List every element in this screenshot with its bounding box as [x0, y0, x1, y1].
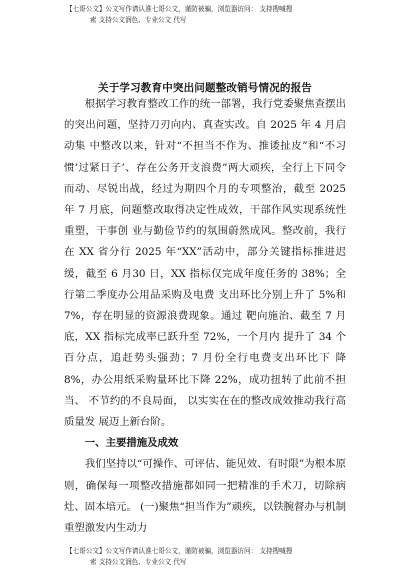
document-body	[64, 94, 346, 539]
paragraph-intro: 根据学习教育整改工作的统一部署，我行党委聚焦查摆出的突出问题，坚持刀刃向内、真查实改。自 2025 年 4 月启动集 中整改以来，针对“不担当不作为、推诿扯皮”和“不习惯’过紧日子’、存在公务开支浪费”两大顽疾，全行上下同令而动、尽锐出战，经过为期四个月的专项整治，截至 2025 年 7 月底，问题整改取得决定性成效，干部作风实现系统性重塑，干事创 业与勤俭节约的氛围蔚然成风。整改前，我行在 XX 省分行 2025 年“XX”活动中，部分关键指标推进迟缓，截至 6 月30 日，XX 指标仅完成年度任务的 38%；全行第二季度办公用品采购及电费 支出环比分别上升了 5%和 7%，存在明显的资源浪费现象。通过 靶向施治、截至 7 月底，XX 指标完成率已跃升至 72%，一个月内 提升了 34 个百分点，追赶势头强劲；7 月份全行电费支出环比下 降 8%，办公用纸采购量环比下降 22%，成功扭转了此前不担当、 不节约的不良局面， 以实实在在的整改成效推动我行高质量发 展迈上新台阶。	[64, 98, 346, 429]
banner-line-2: 索 支持公文润色、专业公文 代写	[90, 16, 187, 24]
footer-watermark-banner	[66, 546, 366, 568]
document-title: 关于学习教育中突出问题整改销号情况的报告	[98, 82, 312, 94]
section-heading-measures: 一、主要措施及成效	[84, 437, 179, 450]
banner-line-1: 【七哥公文】公文写作请认准七哥公文，谨防被骗，浏览器访问： 支持搜喊搜	[66, 547, 293, 555]
banner-line-2: 索 支持公文润色、专业公文 代写	[90, 558, 187, 566]
banner-line-1: 【七哥公文】公文写作请认准七哥公文，谨防被骗，浏览器访问： 支持搜喊搜	[66, 5, 293, 13]
paragraph-measures: 我们坚持以“可操作、可评估、能见效、有时限”为根本原则，确保每一项整改措施都如同一把精准的手术刀，切除病灶、固本培元。 (一)聚焦“担当作为”顽疾，以铁腕督办与机制重塑激发内生动力	[64, 458, 346, 535]
header-watermark-banner	[66, 4, 366, 26]
